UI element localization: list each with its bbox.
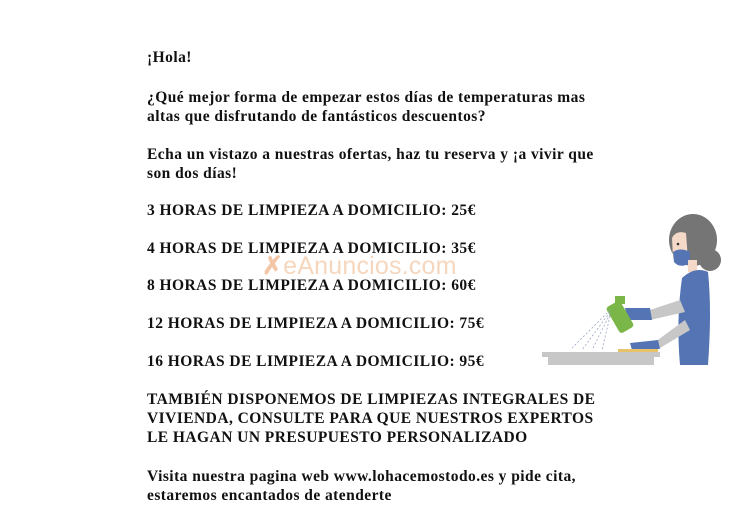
integral-line-3: LE HAGAN UN PRESUPUESTO PERSONALIZADO bbox=[147, 429, 528, 446]
offer-4h: 4 HORAS DE LIMPIEZA A DOMICILIO: 35€ bbox=[147, 240, 476, 257]
watermark-logo-icon: ✗ bbox=[262, 252, 284, 280]
watermark bbox=[262, 251, 457, 281]
greeting: ¡Hola! bbox=[147, 49, 192, 66]
offer-12h: 12 HORAS DE LIMPIEZA A DOMICILIO: 75€ bbox=[147, 315, 485, 332]
intro-line-1: ¿Qué mejor forma de empezar estos días de temperaturas mas bbox=[147, 89, 586, 106]
integral-line-2: VIVIENDA, CONSULTE PARA QUE NUESTROS EXPERTOS bbox=[147, 410, 594, 427]
offer-8h: 8 HORAS DE LIMPIEZA A DOMICILIO: 60€ bbox=[147, 277, 476, 294]
cta-line-2: son dos días! bbox=[147, 165, 238, 182]
offer-3h: 3 HORAS DE LIMPIEZA A DOMICILIO: 25€ bbox=[147, 202, 476, 219]
closing-line-1: Visita nuestra pagina web www.lohacemostodo.es y pide cita, bbox=[147, 468, 576, 485]
cleaning-illustration bbox=[530, 200, 730, 370]
cta-line-1: Echa un vistazo a nuestras ofertas, haz tu reserva y ¡a vivir que bbox=[147, 146, 594, 163]
offer-16h: 16 HORAS DE LIMPIEZA A DOMICILIO: 95€ bbox=[147, 353, 485, 370]
intro-line-2: altas que disfrutando de fantásticos descuentos? bbox=[147, 108, 486, 125]
integral-line-1: TAMBIÉN DISPONEMOS DE LIMPIEZAS INTEGRALES DE bbox=[147, 391, 596, 408]
watermark-text: eAnuncios.com bbox=[283, 252, 457, 280]
closing-line-2: estaremos encantados de atenderte bbox=[147, 487, 392, 504]
